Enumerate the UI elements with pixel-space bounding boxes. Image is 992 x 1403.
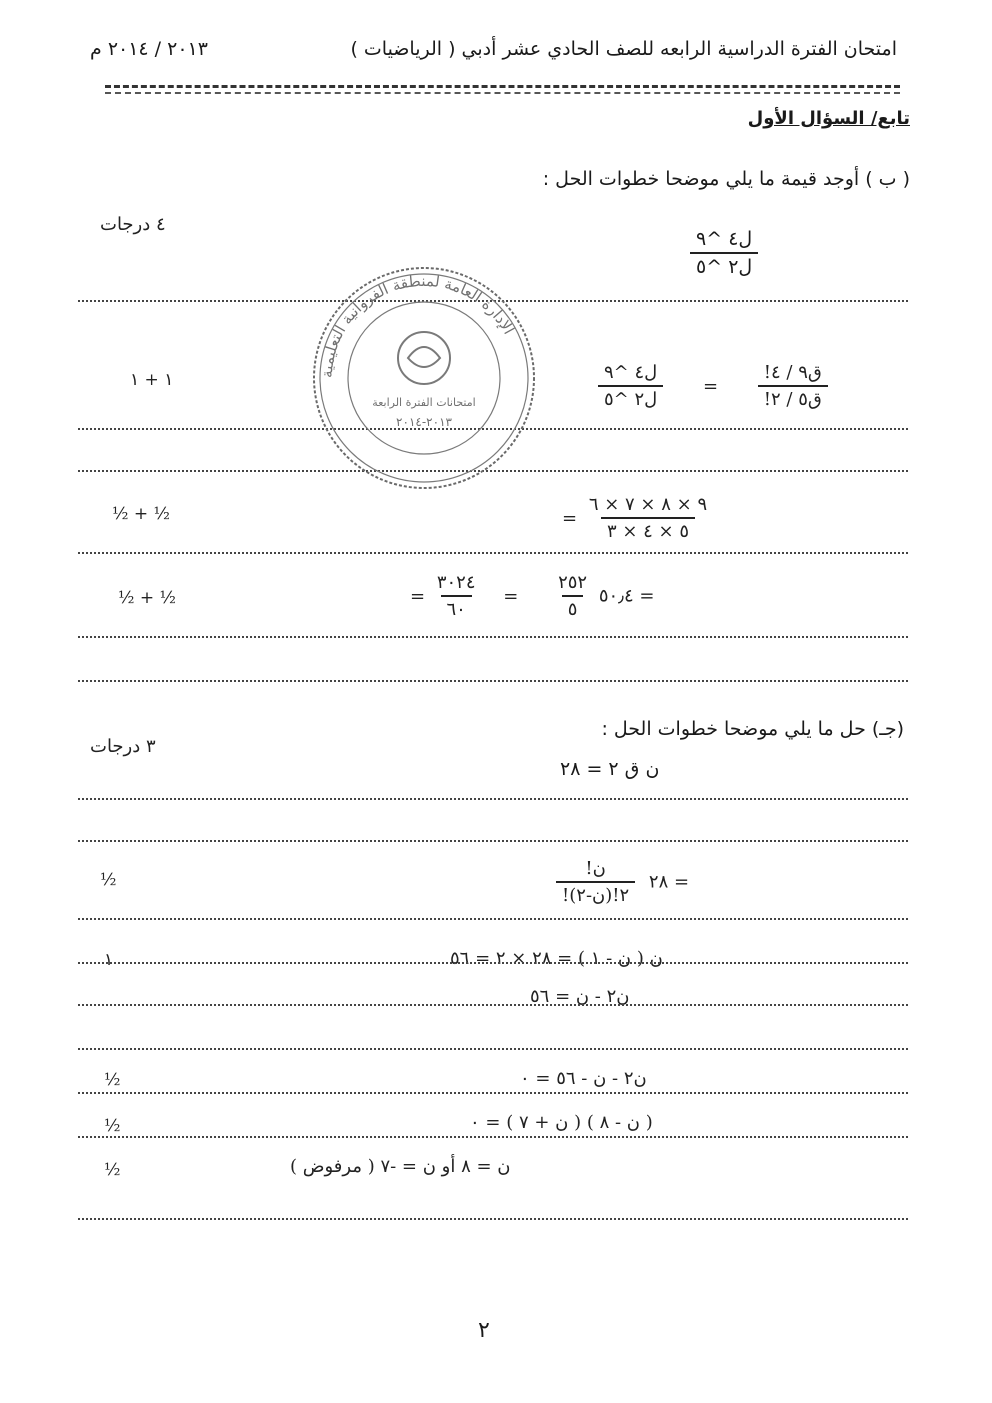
part-c-step3: ن٢ - ن = ٥٦ <box>530 986 630 1007</box>
answer-line <box>78 1048 908 1050</box>
part-b-step1-lhs-denominator: ل٢ ^٥ <box>598 385 663 410</box>
part-b-step1 <box>598 362 828 410</box>
part-b-step3-frac2-numerator: ٢٥٢ <box>558 572 588 593</box>
answer-line <box>78 798 908 800</box>
part-b-problem-denominator: ل٢ ^٥ <box>690 252 758 278</box>
page-number: ٢ <box>478 1318 490 1343</box>
part-b-step1-lhs-numerator: ل٤ ^٩ <box>604 362 658 383</box>
answer-line <box>78 1218 908 1220</box>
part-c-step5: ( ن - ٨ ) ( ن + ٧ ) = ٠ <box>470 1112 653 1133</box>
part-c-marks: ٣ درجات <box>90 736 156 757</box>
part-b-step3-equals2: = <box>503 585 519 607</box>
answer-line <box>78 918 908 920</box>
part-b-step3-frac2-denominator: ٥ <box>562 595 584 620</box>
answer-line <box>78 680 908 682</box>
part-b-step2-denominator: ٥ × ٤ × ٣ <box>601 517 695 542</box>
part-c-step2: ن ( ن - ١ ) = ٢٨ × ٢ = ٥٦ <box>450 948 663 969</box>
part-b-step3-frac-numerator: ٣٠٢٤ <box>436 572 476 593</box>
answer-line <box>78 840 908 842</box>
part-b-step3-grade: ½ + ½ <box>118 588 177 608</box>
answer-line <box>78 1136 908 1138</box>
part-b-step1-rhs-denominator: ق٥ / ٢! <box>758 385 828 410</box>
part-b-step1-rhs-numerator: ق٩ / ٤! <box>763 362 822 383</box>
part-c-step1-rhs: = ٢٨ <box>648 871 690 893</box>
part-b-step3-equals: = <box>410 585 426 607</box>
answer-line <box>78 636 908 638</box>
part-b-step2-equals: = <box>562 507 578 529</box>
part-b-step2 <box>540 494 713 542</box>
header-divider <box>105 85 900 88</box>
exam-title: امتحان الفترة الدراسية الرابعه للصف الحادي عشر أدبي ( الرياضيات ) <box>350 38 897 60</box>
part-c-step1-denominator: ٢!(ن-٢)! <box>556 881 635 906</box>
part-b-marks: ٤ درجات <box>100 214 166 235</box>
part-b-problem <box>690 228 758 278</box>
part-c-step1-numerator: ن! <box>585 858 606 879</box>
answer-line <box>78 962 908 964</box>
part-b-step3-frac-denominator: ٦٠ <box>441 595 472 620</box>
part-c-step4: ن٢ - ن - ٥٦ = ٠ <box>520 1068 647 1089</box>
stamp-inner-text: امتحانات الفترة الرابعة <box>372 396 476 409</box>
part-c-step2-grade: ١ <box>104 950 114 970</box>
answer-line <box>78 1004 908 1006</box>
exam-year: ٢٠١٣ / ٢٠١٤ م <box>90 38 208 60</box>
part-b-step1-equals: = <box>702 375 719 397</box>
part-c-step6-grade: ½ <box>104 1160 121 1180</box>
part-c-step1 <box>556 858 689 906</box>
part-b-step2-grade: ½ + ½ <box>112 504 171 524</box>
part-c-step1-grade: ½ <box>100 870 117 890</box>
part-b-prompt: ( ب ) أوجد قيمة ما يلي موضحا خطوات الحل : <box>542 168 910 190</box>
part-c-step5-grade: ½ <box>104 1116 121 1136</box>
part-c-problem: ن ق ٢ = ٢٨ <box>560 758 660 780</box>
school-stamp-seal <box>308 262 540 494</box>
question-continue-label: تابع/ السؤال الأول <box>747 108 910 129</box>
answer-line <box>78 552 908 554</box>
stamp-ring-text: الإدارة العامة لمنطقة الفروانية التعليمية <box>317 271 518 379</box>
answer-line <box>78 1092 908 1094</box>
part-b-step2-numerator: ٩ × ٨ × ٧ × ٦ <box>588 494 708 515</box>
stamp-year: ٢٠١٣-٢٠١٤ <box>396 415 452 429</box>
part-c-step4-grade: ½ <box>104 1070 121 1090</box>
part-b-problem-numerator: ل٤ ^٩ <box>696 228 753 250</box>
part-c-prompt: (جـ) حل ما يلي موضحا خطوات الحل : <box>601 718 904 740</box>
part-b-step3 <box>380 572 654 620</box>
part-b-step1-grade: ١ + ١ <box>130 370 174 390</box>
part-b-step3-result: = ٥٠٫٤ <box>598 585 655 607</box>
part-c-step6: ن = ٨ أو ن = -٧ ( مرفوض ) <box>290 1156 511 1177</box>
header-divider-secondary <box>105 92 900 94</box>
